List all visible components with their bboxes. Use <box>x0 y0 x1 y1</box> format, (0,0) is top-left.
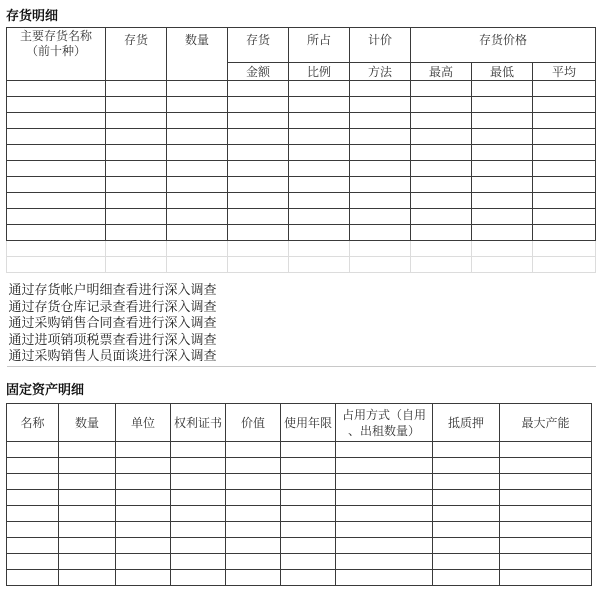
header-stock: 存货 <box>106 28 167 81</box>
empty-cell <box>500 474 592 490</box>
empty-cell <box>228 177 289 193</box>
empty-cell <box>533 209 596 225</box>
inventory-row <box>7 81 596 97</box>
inventory-body <box>7 81 596 241</box>
header-quantity: 数量 <box>167 28 228 81</box>
header-usage-line2: 、出租数量） <box>347 423 420 438</box>
empty-cell <box>167 257 228 273</box>
empty-cell <box>281 522 336 538</box>
empty-cell <box>411 225 472 241</box>
empty-cell <box>7 129 106 145</box>
empty-cell <box>226 490 281 506</box>
empty-cell <box>228 113 289 129</box>
empty-cell <box>336 490 433 506</box>
fixed-assets-body <box>7 442 592 586</box>
empty-cell <box>350 129 411 145</box>
empty-cell <box>336 506 433 522</box>
empty-cell <box>226 538 281 554</box>
fixed-assets-row <box>7 490 592 506</box>
empty-cell <box>116 522 171 538</box>
empty-cell <box>59 490 116 506</box>
header-capacity: 最大产能 <box>500 404 592 442</box>
empty-cell <box>7 193 106 209</box>
empty-cell <box>228 129 289 145</box>
empty-cell <box>289 209 350 225</box>
empty-cell <box>472 97 533 113</box>
empty-cell <box>228 257 289 273</box>
header-lowest: 最低 <box>472 63 533 81</box>
empty-cell <box>500 522 592 538</box>
empty-cell <box>281 538 336 554</box>
inventory-notes <box>7 273 596 367</box>
empty-cell <box>289 161 350 177</box>
empty-cell <box>7 490 59 506</box>
empty-cell <box>167 161 228 177</box>
header-ratio-bottom: 比例 <box>289 63 350 81</box>
empty-cell <box>226 522 281 538</box>
inventory-table <box>6 27 596 367</box>
empty-cell <box>336 522 433 538</box>
empty-cell <box>500 442 592 458</box>
header-amount-bottom: 金额 <box>228 63 289 81</box>
empty-cell <box>167 81 228 97</box>
empty-cell <box>533 193 596 209</box>
empty-cell <box>7 209 106 225</box>
header-name: 名称 <box>7 404 59 442</box>
empty-cell <box>7 538 59 554</box>
empty-cell <box>533 113 596 129</box>
header-value: 价值 <box>226 404 281 442</box>
empty-cell <box>350 209 411 225</box>
header-quantity: 数量 <box>59 404 116 442</box>
header-item-name <box>7 28 106 81</box>
empty-cell <box>533 161 596 177</box>
empty-cell <box>7 458 59 474</box>
empty-cell <box>289 177 350 193</box>
empty-cell <box>472 81 533 97</box>
empty-cell <box>411 145 472 161</box>
empty-cell <box>106 145 167 161</box>
fixed-assets-row <box>7 506 592 522</box>
inventory-row <box>7 193 596 209</box>
empty-cell <box>289 81 350 97</box>
empty-cell <box>411 81 472 97</box>
note-line: 通过进项销项税票查看进行深入调查 <box>8 332 217 348</box>
empty-cell <box>281 490 336 506</box>
header-method-top: 计价 <box>350 28 411 63</box>
empty-cell <box>350 145 411 161</box>
empty-cell <box>433 506 500 522</box>
empty-cell <box>116 474 171 490</box>
empty-cell <box>7 474 59 490</box>
empty-cell <box>7 97 106 113</box>
empty-cell <box>167 145 228 161</box>
empty-cell <box>433 570 500 586</box>
empty-cell <box>167 129 228 145</box>
fixed-assets-section-title: 固定资产明细 <box>6 383 85 398</box>
header-item-name-line1: 主要存货名称 <box>19 29 92 43</box>
empty-cell <box>500 538 592 554</box>
empty-cell <box>59 522 116 538</box>
empty-cell <box>226 570 281 586</box>
empty-cell <box>59 554 116 570</box>
empty-cell <box>411 193 472 209</box>
empty-cell <box>7 225 106 241</box>
empty-cell <box>281 554 336 570</box>
empty-cell <box>411 257 472 273</box>
fixed-assets-header-row <box>7 404 592 442</box>
empty-cell <box>533 225 596 241</box>
empty-cell <box>7 161 106 177</box>
empty-cell <box>226 506 281 522</box>
empty-cell <box>59 570 116 586</box>
empty-cell <box>171 554 226 570</box>
empty-cell <box>350 177 411 193</box>
empty-cell <box>289 129 350 145</box>
empty-cell <box>7 257 106 273</box>
empty-cell <box>7 177 106 193</box>
empty-cell <box>472 257 533 273</box>
header-usage <box>336 404 433 442</box>
empty-cell <box>228 193 289 209</box>
empty-cell <box>116 506 171 522</box>
fixed-assets-row <box>7 474 592 490</box>
empty-cell <box>228 145 289 161</box>
empty-cell <box>350 161 411 177</box>
empty-cell <box>472 129 533 145</box>
empty-cell <box>500 506 592 522</box>
empty-cell <box>433 554 500 570</box>
empty-cell <box>500 458 592 474</box>
empty-cell <box>350 81 411 97</box>
header-usage-line1: 占用方式（自用 <box>341 407 426 422</box>
empty-cell <box>289 97 350 113</box>
empty-cell <box>171 522 226 538</box>
empty-cell <box>228 161 289 177</box>
empty-cell <box>500 554 592 570</box>
empty-cell <box>106 161 167 177</box>
empty-cell <box>106 113 167 129</box>
empty-cell <box>289 241 350 257</box>
empty-cell <box>433 458 500 474</box>
empty-cell <box>171 570 226 586</box>
empty-cell <box>226 458 281 474</box>
empty-cell <box>281 570 336 586</box>
empty-cell <box>106 81 167 97</box>
empty-cell <box>59 442 116 458</box>
empty-cell <box>228 209 289 225</box>
empty-cell <box>289 225 350 241</box>
inventory-row <box>7 145 596 161</box>
empty-cell <box>533 129 596 145</box>
empty-cell <box>433 538 500 554</box>
empty-cell <box>533 241 596 257</box>
fixed-assets-row <box>7 554 592 570</box>
fixed-assets-row <box>7 442 592 458</box>
empty-cell <box>281 506 336 522</box>
empty-cell <box>116 458 171 474</box>
empty-cell <box>228 225 289 241</box>
empty-cell <box>336 554 433 570</box>
empty-cell <box>500 490 592 506</box>
empty-cell <box>7 113 106 129</box>
fixed-assets-row <box>7 538 592 554</box>
fixed-assets-row <box>7 522 592 538</box>
header-title-cert: 权利证书 <box>171 404 226 442</box>
header-pledge: 抵质押 <box>433 404 500 442</box>
empty-cell <box>533 257 596 273</box>
inventory-extra-row <box>7 257 596 273</box>
empty-cell <box>171 442 226 458</box>
empty-cell <box>106 193 167 209</box>
header-years: 使用年限 <box>281 404 336 442</box>
empty-cell <box>350 241 411 257</box>
empty-cell <box>59 458 116 474</box>
empty-cell <box>350 257 411 273</box>
empty-cell <box>7 570 59 586</box>
empty-cell <box>167 113 228 129</box>
empty-cell <box>167 225 228 241</box>
header-average: 平均 <box>533 63 596 81</box>
inventory-extra-rows <box>7 241 596 273</box>
empty-cell <box>472 209 533 225</box>
header-highest: 最高 <box>411 63 472 81</box>
empty-cell <box>106 129 167 145</box>
empty-cell <box>336 442 433 458</box>
empty-cell <box>7 442 59 458</box>
empty-cell <box>167 177 228 193</box>
header-item-name-line2: （前十种） <box>25 44 86 58</box>
empty-cell <box>472 193 533 209</box>
empty-cell <box>7 522 59 538</box>
empty-cell <box>289 193 350 209</box>
empty-cell <box>281 442 336 458</box>
header-amount-top: 存货 <box>228 28 289 63</box>
inventory-header-row-1 <box>7 28 596 63</box>
empty-cell <box>411 97 472 113</box>
empty-cell <box>171 538 226 554</box>
empty-cell <box>106 209 167 225</box>
empty-cell <box>411 177 472 193</box>
empty-cell <box>171 490 226 506</box>
empty-cell <box>116 570 171 586</box>
empty-cell <box>106 257 167 273</box>
empty-cell <box>411 241 472 257</box>
inventory-notes-row <box>7 273 596 367</box>
inventory-extra-row <box>7 241 596 257</box>
fixed-assets-row <box>7 570 592 586</box>
empty-cell <box>533 97 596 113</box>
note-line: 通过采购销售合同查看进行深入调查 <box>8 316 217 331</box>
empty-cell <box>59 474 116 490</box>
empty-cell <box>433 522 500 538</box>
empty-cell <box>281 474 336 490</box>
empty-cell <box>533 145 596 161</box>
note-line: 通过存货帐户明细查看进行深入调查 <box>8 283 217 298</box>
header-unit: 单位 <box>116 404 171 442</box>
empty-cell <box>171 474 226 490</box>
empty-cell <box>472 241 533 257</box>
empty-cell <box>59 538 116 554</box>
inventory-row <box>7 177 596 193</box>
inventory-row <box>7 161 596 177</box>
empty-cell <box>411 209 472 225</box>
empty-cell <box>167 97 228 113</box>
empty-cell <box>7 554 59 570</box>
inventory-row <box>7 209 596 225</box>
empty-cell <box>336 538 433 554</box>
empty-cell <box>472 225 533 241</box>
inventory-row <box>7 225 596 241</box>
empty-cell <box>289 145 350 161</box>
empty-cell <box>7 81 106 97</box>
empty-cell <box>281 458 336 474</box>
empty-cell <box>116 554 171 570</box>
note-line: 通过存货仓库记录查看进行深入调查 <box>8 299 217 315</box>
empty-cell <box>228 81 289 97</box>
empty-cell <box>289 257 350 273</box>
header-ratio-top: 所占 <box>289 28 350 63</box>
empty-cell <box>171 458 226 474</box>
empty-cell <box>106 241 167 257</box>
empty-cell <box>411 113 472 129</box>
note-line: 通过采购销售人员面谈进行深入调查 <box>8 349 217 364</box>
empty-cell <box>336 458 433 474</box>
empty-cell <box>433 442 500 458</box>
empty-cell <box>533 81 596 97</box>
empty-cell <box>472 113 533 129</box>
inventory-row <box>7 97 596 113</box>
empty-cell <box>533 177 596 193</box>
empty-cell <box>433 490 500 506</box>
empty-cell <box>350 193 411 209</box>
empty-cell <box>167 209 228 225</box>
empty-cell <box>7 506 59 522</box>
empty-cell <box>171 506 226 522</box>
inventory-row <box>7 129 596 145</box>
empty-cell <box>500 570 592 586</box>
empty-cell <box>289 113 350 129</box>
empty-cell <box>116 490 171 506</box>
empty-cell <box>116 442 171 458</box>
empty-cell <box>59 506 116 522</box>
empty-cell <box>106 97 167 113</box>
empty-cell <box>350 225 411 241</box>
empty-cell <box>350 97 411 113</box>
empty-cell <box>106 225 167 241</box>
empty-cell <box>167 193 228 209</box>
fixed-assets-row <box>7 458 592 474</box>
empty-cell <box>226 442 281 458</box>
empty-cell <box>106 177 167 193</box>
empty-cell <box>350 113 411 129</box>
inventory-section-title: 存货明细 <box>6 9 59 24</box>
empty-cell <box>7 241 106 257</box>
empty-cell <box>336 474 433 490</box>
empty-cell <box>472 161 533 177</box>
empty-cell <box>167 241 228 257</box>
empty-cell <box>411 161 472 177</box>
header-price: 存货价格 <box>411 28 596 63</box>
empty-cell <box>472 145 533 161</box>
empty-cell <box>226 474 281 490</box>
empty-cell <box>336 570 433 586</box>
empty-cell <box>7 145 106 161</box>
empty-cell <box>228 97 289 113</box>
empty-cell <box>411 129 472 145</box>
empty-cell <box>228 241 289 257</box>
fixed-assets-table <box>6 403 592 586</box>
empty-cell <box>226 554 281 570</box>
inventory-row <box>7 113 596 129</box>
empty-cell <box>433 474 500 490</box>
empty-cell <box>116 538 171 554</box>
empty-cell <box>472 177 533 193</box>
header-method-bottom: 方法 <box>350 63 411 81</box>
